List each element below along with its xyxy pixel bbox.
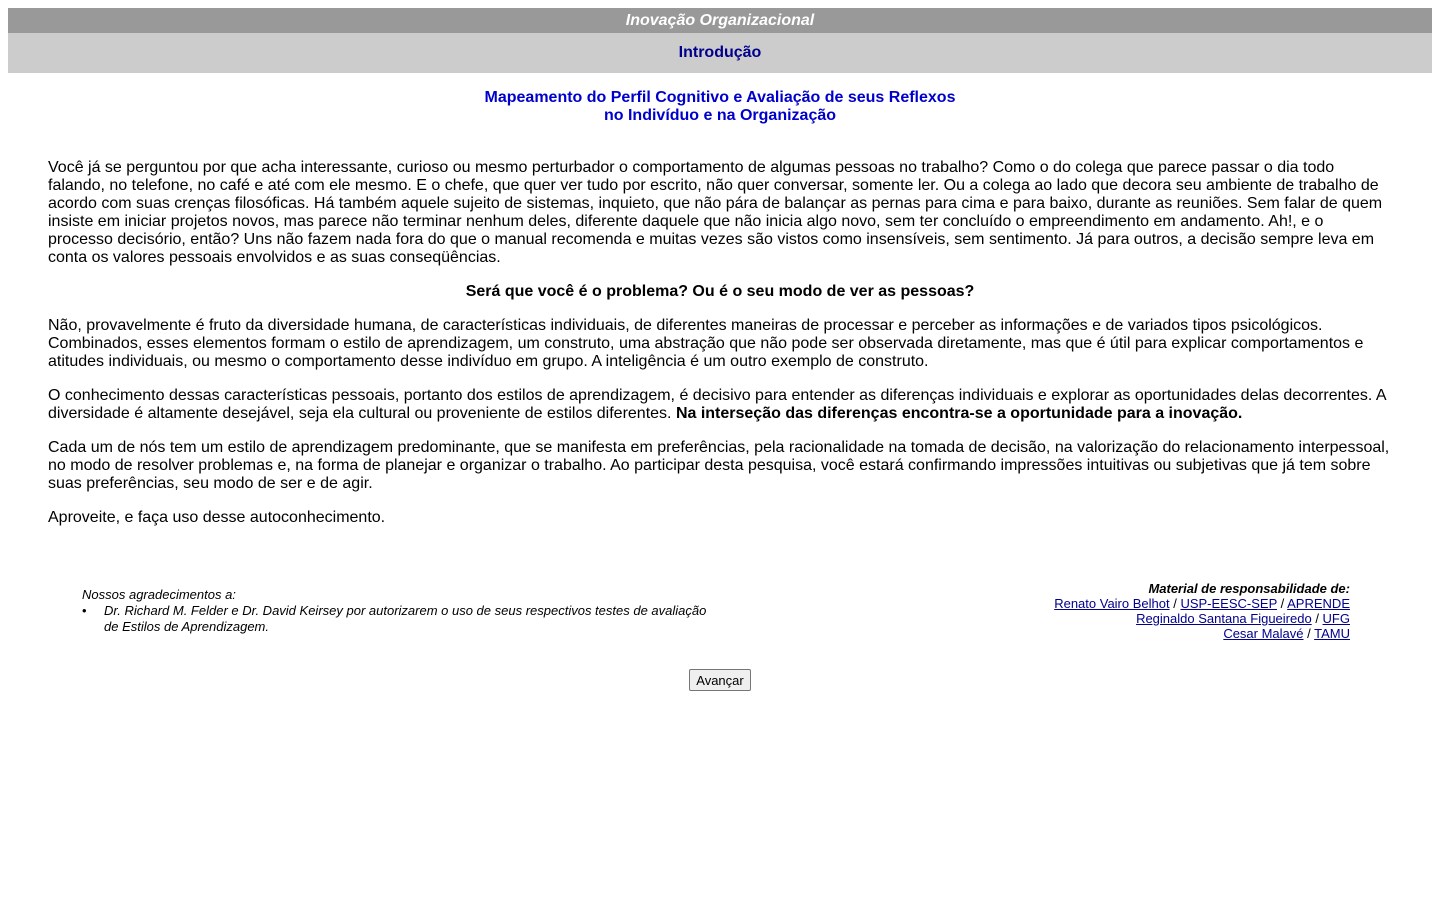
credit-row-figueiredo xyxy=(1054,611,1350,626)
org-link-ufg[interactable]: UFG xyxy=(1322,611,1350,626)
bullet-icon: • xyxy=(82,603,87,618)
next-button[interactable]: Avançar xyxy=(689,669,750,691)
credit-row-malave xyxy=(1054,626,1350,641)
section-title-bar: Introdução xyxy=(8,33,1432,73)
paragraph-1: Você já se perguntou por que acha interessante, curioso ou mesmo perturbador o comportamento de algumas pessoas no trabalho? Como o do colega que parece passar o dia todo falando, no telefone, no café e até com ele mesmo. E o chefe, que quer ver tudo por escrito, não quer conversar, somente ler. Ou a colega ao lado que decora seu ambiente de trabalho de acordo com suas crenças filosóficas. Há também aquele sujeito de sistemas, inquieto, que não pára de balançar as pernas para cima e para baixo, durante as reuniões. Sem falar de quem insiste em iniciar projetos novos, mas parece não terminar nenhum deles, diferente daquele que não inicia algo novo, sem ter concluído o empreendimento em andamento. Ah!, e o processo decisório, então? Uns não fazem nada fora do que o manual recomenda e muitas vezes são vistos como insensíveis, sem sentimento. Já para outros, a decisão sempre leva em conta os valores pessoais envolvidos e as suas conseqüências. xyxy=(48,159,1383,266)
credits xyxy=(1054,581,1350,641)
question-heading: Será que você é o problema? Ou é o seu modo de ver as pessoas? xyxy=(465,283,975,300)
page-title-line-2: no Indivíduo e na Organização xyxy=(603,107,837,124)
list-item xyxy=(82,603,722,635)
paragraph-3-text: O conhecimento dessas características pessoais, portanto dos estilos de aprendizagem, é decisivo para entender as diferenças individuais e explorar as oportunidades delas decorrentes. A diversidade é altamente desejável, seja ela cultural ou proveniente de estilos diferentes. xyxy=(48,387,1386,422)
acknowledgements xyxy=(82,587,722,635)
button-row xyxy=(8,669,1432,691)
acknowledgements-heading: Nossos agradecimentos a: xyxy=(82,587,236,602)
paragraph-3-emphasis: Na interseção das diferenças encontra-se a oportunidade para a inovação. xyxy=(675,405,1243,422)
author-link-figueiredo[interactable]: Reginaldo Santana Figueiredo xyxy=(1136,611,1312,626)
org-link-aprende[interactable]: APRENDE xyxy=(1287,596,1350,611)
paragraph-5: Aproveite, e faça uso desse autoconhecimento. xyxy=(48,509,386,526)
paragraph-2: Não, provavelmente é fruto da diversidade humana, de características individuais, de diferentes maneiras de processar e perceber as informações e de variados tipos psicológicos. Combinados, esses elementos formam o estilo de aprendizagem, um construto, uma abstração que não pode ser observada diretamente, mas que é útil para explicar comportamentos e atitudes individuais, ou mesmo o comportamento desse indivíduo em grupo. A inteligência é um outro exemplo de construto. xyxy=(48,317,1364,370)
credits-heading: Material de responsabilidade de: xyxy=(1148,581,1350,596)
page-title-line-1: Mapeamento do Perfil Cognitivo e Avaliação de seus Reflexos xyxy=(484,89,956,106)
footer xyxy=(82,581,1350,649)
page-title xyxy=(8,89,1432,125)
author-link-malave[interactable]: Cesar Malavé xyxy=(1223,626,1304,641)
site-title-bar: Inovação Organizacional xyxy=(8,8,1432,33)
separator: / xyxy=(1277,596,1288,611)
org-link-tamu[interactable]: TAMU xyxy=(1314,626,1350,641)
acknowledgement-text: Dr. Richard M. Felder e Dr. David Keirsey por autorizarem o uso de seus respectivos testes de avaliação de Estilos de Aprendizagem. xyxy=(104,603,707,634)
paragraph-4: Cada um de nós tem um estilo de aprendizagem predominante, que se manifesta em preferências, pela racionalidade na tomada de decisão, na valorização do relacionamento interpessoal, no modo de resolver problemas e, na forma de planejar e organizar o trabalho. Ao participar desta pesquisa, você estará confirmando impressões intuitivas ou subjetivas que já tem sobre suas preferências, seu modo de ser e de agir. xyxy=(48,439,1390,492)
separator: / xyxy=(1311,611,1323,626)
credit-row-belhot xyxy=(1054,596,1350,611)
org-link-usp-eesc-sep[interactable]: USP-EESC-SEP xyxy=(1180,596,1278,611)
separator: / xyxy=(1303,626,1315,641)
separator: / xyxy=(1169,596,1181,611)
intro-content xyxy=(48,159,1392,527)
acknowledgements-list xyxy=(82,603,722,635)
author-link-belhot[interactable]: Renato Vairo Belhot xyxy=(1054,596,1170,611)
paragraph-3 xyxy=(48,387,1392,423)
